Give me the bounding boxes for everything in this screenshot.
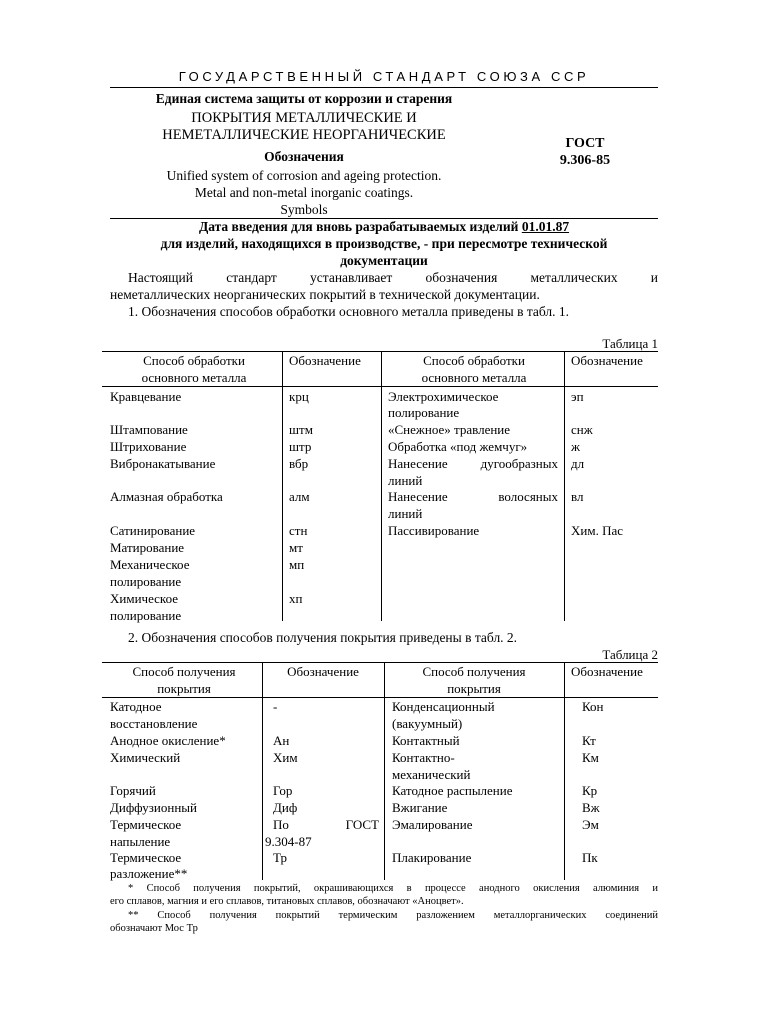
table-2-right-method: Конденсационный [392,699,495,714]
table-2-top-rule [102,662,658,663]
table-1-right-code: дл [571,456,585,471]
table-2-left-method: Термическое [110,817,182,832]
table-1-header-col1-line2: основного металла [141,370,247,385]
table-2-left-code: Тр [273,850,287,865]
table-1-left-code: хп [289,591,303,606]
table-1-caption: Таблица 1 [602,336,658,351]
table-1-right-method: «Снежное» травление [388,422,511,437]
table-2-left-method: Химический [110,750,181,765]
table-2-left-method: Диффузионный [110,800,197,815]
table-1-right-method: Нанесение дугообразных [388,456,558,471]
table-1-left-method-cont: полирование [110,574,182,589]
introduction-line-3: документации [340,253,428,268]
title-line-1: ПОКРЫТИЯ МЕТАЛЛИЧЕСКИЕ И [191,110,417,126]
gost-label: ГОСТ [565,136,605,151]
table-2-left-code: Хим [273,750,298,765]
table-2-header-col4: Обозначение [571,664,643,679]
table-1-left-method: Алмазная обработка [110,489,223,504]
table-2-divider-1 [262,662,263,880]
gost-number: 9.306-85 [559,153,611,168]
paragraph-1-line-1: Настоящий стандарт устанавливает обозначения металлических и [128,270,658,285]
table-2-left-method: Термическое [110,850,182,865]
footnote-1 [110,882,658,908]
paragraph-1-line-2: неметаллических неорганических покрытий в технической документации. [110,287,540,302]
english-title-line-1: Unified system of corrosion and ageing protection. [166,168,442,183]
table-1-left-method-cont: полирование [110,608,182,623]
paragraph-3: 2. Обозначения способов получения покрытия приведены в табл. 2. [128,630,518,645]
table-1-header-col1-line1: Способ обработки [143,353,245,368]
table-2-header-col3-line2: покрытия [447,681,501,696]
table-2-left-code: Ан [273,733,290,748]
table-1-divider-2 [381,351,382,621]
table-2-left-code: - [273,699,278,714]
table-1-left-code: штр [289,439,312,454]
table-2-right-code: Эм [582,817,599,832]
table-2-right-code: Пк [582,850,598,865]
table-2-right-method: Вжигание [392,800,448,815]
table-2-divider-2 [384,662,385,880]
table-2-header-rule [102,697,658,698]
introduction-date-prefix: Дата введения для вновь разрабатываемых изделий [198,219,519,234]
table-2-left-method-cont: напыление [110,834,171,849]
subtitle: Обозначения [264,149,344,164]
table-1-left-code: мт [289,540,303,555]
table-2-left-code-cont: 9.304-87 [265,834,312,849]
table-1-left-code: алм [289,489,310,504]
table-1-header-col3-line1: Способ обработки [423,353,525,368]
table-1-left-method: Вибронакатывание [110,456,216,471]
table-1-left-code: вбр [289,456,309,471]
table-2-right-method: Плакирование [392,850,472,865]
table-1-right-code: эп [571,389,584,404]
table-1-right-method-cont: линий [388,506,423,521]
table-1-divider-3 [564,351,565,621]
table-1-left-method: Механическое [110,557,190,572]
table-2-left-code: Диф [273,800,298,815]
table-2-right-code: Кт [582,733,596,748]
table-1-right-method-cont: полирование [388,405,460,420]
table-2-right-method: Эмалирование [392,817,473,832]
table-2-right-method: Контактно- [392,750,455,765]
table-2-left-code: По ГОСТ [273,817,379,832]
table-2-right-method-cont: (вакуумный) [392,716,463,731]
introduction-date-value: 01.01.87 [521,219,570,234]
table-2-left-method-cont: разложение** [110,866,188,881]
table-1-top-rule [102,351,658,352]
table-1-right-method: Пассивирование [388,523,480,538]
standard-title: ГОСУДАРСТВЕННЫЙ СТАНДАРТ СОЮЗА ССР [178,69,590,84]
table-1-right-code: Хим. Пас [571,523,623,538]
table-1-right-code: вл [571,489,584,504]
table-1-header-rule [102,386,658,387]
table-2-right-method-cont: механический [392,767,471,782]
table-1-right-method-cont: линий [388,473,423,488]
table-1-left-code: штм [289,422,313,437]
footnote-2-line-2: обозначают Мос Тр [110,923,198,934]
footnote-1-line-1: * Способ получения покрытий, окрашивающихся в процессе анодного окисления алюминия и [128,883,658,894]
table-2-right-code: Км [582,750,599,765]
introduction-date-line [110,219,658,235]
table-1-left-method: Штрихование [110,439,187,454]
table-1-left-method: Сатинирование [110,523,196,538]
table-2-header-col1-line2: покрытия [157,681,211,696]
table-2-header-col3-line1: Способ получения [422,664,526,679]
table-1-right-method: Обработка «под жемчуг» [388,439,528,454]
paragraph-2: 1. Обозначения способов обработки основного металла приведены в табл. 1. [128,304,570,319]
table-1-left-method: Штампование [110,422,188,437]
table-2-left-method: Анодное окисление* [110,733,226,748]
table-2-right-method: Катодное распыление [392,783,513,798]
footnote-2 [110,909,658,935]
table-1-header-col4: Обозначение [571,353,643,368]
table-2-left-method-cont: восстановление [110,716,198,731]
table-1-right-method: Нанесение волосяных [388,489,558,504]
table-2-right-code: Кр [582,783,598,798]
footnote-1-line-2: его сплавов, магния и его сплавов, титановых сплавов, обозначают «Аноцвет». [110,896,464,907]
introduction-line-2: для изделий, находящихся в производстве, - при пересмотре технической [160,236,608,251]
table-1-left-method: Матирование [110,540,185,555]
table-1-left-code: крц [289,389,309,404]
title-line-2: НЕМЕТАЛЛИЧЕСКИЕ НЕОРГАНИЧЕСКИЕ [162,127,446,143]
table-2-left-code: Гор [273,783,293,798]
header-top-rule [110,87,658,88]
table-2-caption: Таблица 2 [602,647,658,662]
table-1-header-col3-line2: основного металла [421,370,527,385]
table-2-right-code: Кон [582,699,604,714]
table-2-right-code: Вж [582,800,600,815]
system-title: Единая система защиты от коррозии и старения [155,91,453,106]
table-1-divider-1 [282,351,283,621]
table-1-left-method: Кравцевание [110,389,182,404]
table-2-header-col2: Обозначение [287,664,359,679]
english-title-line-3: Symbols [280,202,328,217]
table-2-right-method: Контактный [392,733,460,748]
table-1-left-code: мп [289,557,305,572]
table-2-header-col1-line1: Способ получения [132,664,236,679]
english-title-line-2: Metal and non-metal inorganic coatings. [194,185,414,200]
table-1-header-col2: Обозначение [289,353,361,368]
table-1-right-code: снж [571,422,593,437]
table-1-left-method: Химическое [110,591,179,606]
table-2-left-method: Горячий [110,783,156,798]
table-1-right-method: Электрохимическое [388,389,499,404]
table-2-divider-3 [564,662,565,880]
table-1-left-code: стн [289,523,308,538]
table-1-right-code: ж [571,439,580,454]
table-2-left-method: Катодное [110,699,162,714]
footnote-2-line-1: ** Способ получения покрытий термическим разложением металлорганических соединений [128,910,658,921]
